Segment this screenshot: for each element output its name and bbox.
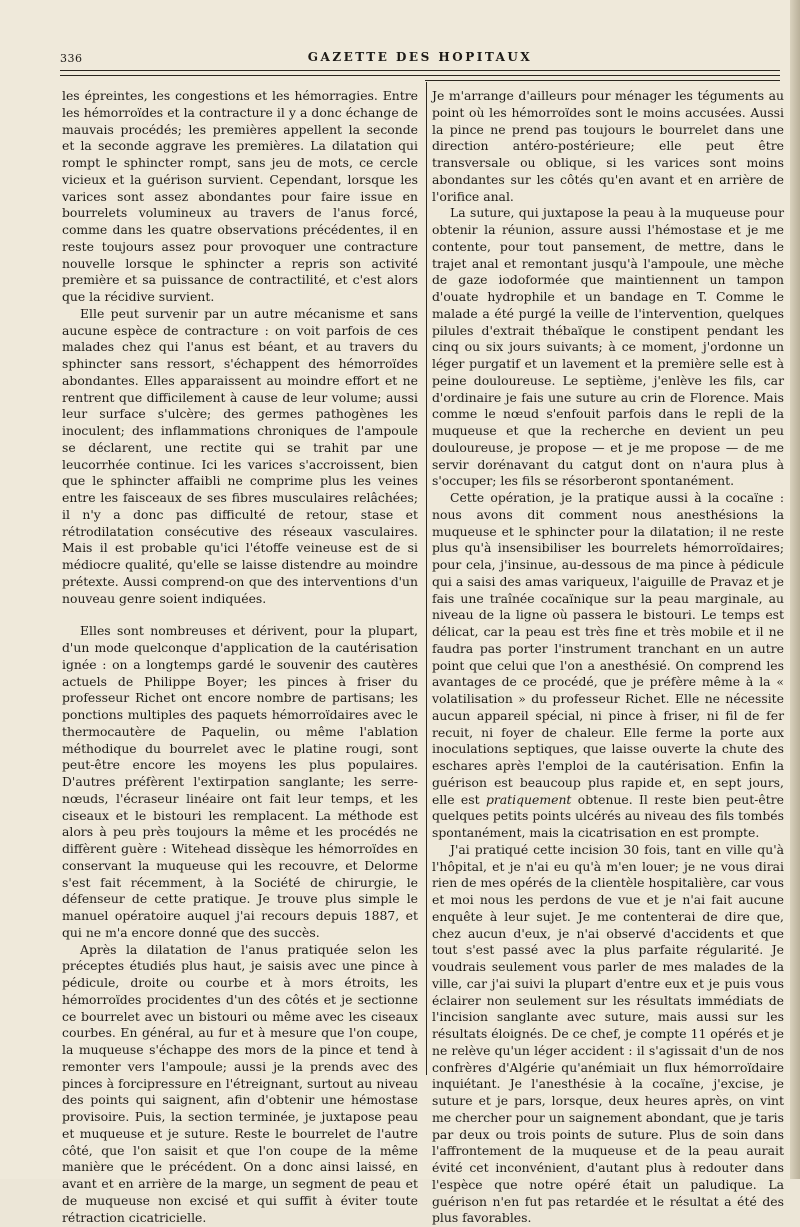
header-rule-bottom	[60, 75, 780, 76]
paragraph: Elles sont nombreuses et dérivent, pour la plupart, d'un mode quelconque d'application de la cautérisation ignée : on a longtemps gardé le souvenir des cautères actuels de Philippe Boyer; les pinces à friser du professeur Richet ont encore nombre de partisans; les ponctions multiples des paquets hémorroïdaires avec le thermocautère de Paquelin, ou même l'ablation méthodique du bourrelet avec le platine rougi, sont peut-être encore les moyens les plus populaires. D'autres préfèrent l'extirpation sanglante; les serre-nœuds, l'écraseur linéaire ont fait leur temps, et les ciseaux et le bistouri les remplacent. La méthode est alors à peu près toujours la même et les procédés ne diffèrent guère : Witehead dissèque les hémorroïdes en conservant la muqueuse qui les recouvre, et Delorme s'est fait récemment, à la Société de chirurgie, le défenseur de cette pratique. Je trouve plus simple le manuel opératoire auquel j'ai recours depuis 1887, et qui ne m'a encore donné que des succès.	[62, 623, 418, 940]
paragraph	[432, 490, 784, 842]
page-header	[60, 50, 780, 72]
paragraph: Après la dilatation de l'anus pratiquée selon les préceptes étudiés plus haut, je saisis avec une pince à pédicule, droite ou courbe et à mors étroits, les hémorroïdes procidentes d'un des côtés et je sectionne ce bourrelet avec un bistouri ou même avec les ciseaux courbes. En général, au fur et à mesure que l'on coupe, la muqueuse s'échappe des mors de la pince et tend à remonter vers l'ampoule; aussi je la prends avec des pinces à forcipressure en l'étreignant, surtout au niveau des points qui saignent, afin d'obtenir une hémostase provisoire. Puis, la section terminée, je juxtapose peau et muqueuse et je suture. Reste le bourrelet de l'autre côté, que l'on saisit et que l'on coupe de la même manière que le précédent. On a donc ainsi laissé, en avant et en arrière de la marge, un segment de peau et de muqueuse non excisé et qui suffit à éviter toute rétraction cicatricielle.	[62, 941, 418, 1225]
italic-word: pratiquement	[485, 791, 572, 807]
right-column	[432, 88, 784, 1227]
paragraph: Elle peut survenir par un autre mécanisme et sans aucune espèce de contracture : on voit parfois de ces malades chez qui l'anus est béant, et au travers du sphincter sans ressort, s'échappent des hémorroïdes abondantes. Elles apparaissent au moindre effort et ne rentrent que difficilement à cause de leur volume; aussi leur surface s'ulcère; des germes pathogènes les inoculent; des inflammations chroniques de l'ampoule se déclarent, une rectite qui se trahit par une leucorrhée continue. Ici les varices s'accroissent, bien que le sphincter affaibli ne comprime plus les veines entre les faisceaux de ses fibres musculaires relâchées; il n'y a donc pas difficulté de retour, stase et rétrodilatation consécutive des réseaux vasculaires. Mais il est probable qu'ici l'étoffe veineuse est de si médiocre qualité, qu'elle se laisse distendre au moindre prétexte. Aussi comprend-on que des interventions d'un nouveau genre soient indiquées.	[62, 305, 418, 606]
paragraph: Je m'arrange d'ailleurs pour ménager les téguments au point où les hémorroïdes sont le moins accusées. Aussi la pince ne prend pas toujours le bourrelet dans une direction antéro-postérieure; elle peut être transversale ou oblique, si les varices sont moins abondantes sur les côtés qu'en avant et en arrière de l'orifice anal.	[432, 88, 784, 204]
right-column-rule	[425, 80, 780, 81]
paragraph-text: Cette opération, je la pratique aussi à la cocaïne : nous avons dit comment nous anesthésions la muqueuse et le sphincter pour la dilatation; il ne reste plus qu'à insensibiliser les bourrelets hémorroïdaires; pour cela, j'insinue, au-dessous de ma pince à pédicule qui a saisi des amas variqueux, l'aiguille de Pravaz et je fais une traînée cocaïnique sur la peau marginale, au niveau de la ligne où passera le bistouri. Le temps est délicat, car la peau est très fine et très mobile et il ne faudra pas porter l'instrument tranchant en un autre point que celui que l'on a anesthésié. On comprend les avantages de ce procédé, que je préfère même à la « volatilisation » du professeur Richet. Elle ne nécessite aucun appareil spécial, ni pince à friser, ni fil de fer recuit, ni foyer de chaleur. Elle ferme la porte aux inoculations septiques, que laisse ouverte la chute des eschares après l'emploi de la cautérisation. Enfin la guérison est beaucoup plus rapide et, en sept jours, elle est	[432, 490, 784, 807]
left-column	[62, 88, 418, 1226]
page-edge	[790, 0, 800, 1179]
paragraph: J'ai pratiqué cette incision 30 fois, tant en ville qu'à l'hôpital, et je n'ai eu qu'à m'en louer; je ne vous dirai rien de mes opérés de la clientèle hospitalière, car vous et moi nous les perdons de vue et je n'ai fait aucune enquête à leur sujet. Je me contenterai de dire que, chez aucun d'eux, je n'ai observé d'accidents et que tout s'est passé avec la plus parfaite régularité. Je voudrais seulement vous parler de mes malades de la ville, car j'ai suivi la plupart d'entre eux et je puis vous éclairer non seulement sur les résultats immédiats de l'incision sanglante avec suture, mais aussi sur les résultats éloignés. De ce chef, je compte 11 opérés et je ne relève qu'un léger accident : il s'agissait d'un de nos confrères d'Algérie qu'anémiait un flux hémorroïdaire inquiétant. Je l'anesthésie à la cocaïne, j'excise, je suture et je pars, lorsque, deux heures après, on vint me chercher pour un saignement abondant, que je taris par deux ou trois points de suture. Plus de soin dans l'affrontement de la muqueuse et de la peau aurait évité cet inconvénient, d'autant plus à redouter dans l'espèce que notre opéré était un paludique. La guérison n'en fut pas retardée et le résultat a été des plus favorables.	[432, 841, 784, 1226]
header-rule-top	[60, 70, 780, 71]
page-number: 336	[60, 52, 83, 65]
column-divider	[426, 82, 427, 1075]
running-title: GAZETTE DES HOPITAUX	[307, 50, 533, 64]
paragraph-text: obtenue. Il reste bien peut-être quelques petits points ulcérés au niveau des fils tombés spontanément, mais la cicatrisation en est prompte.	[432, 791, 784, 840]
paragraph: les épreintes, les congestions et les hémorragies. Entre les hémorroïdes et la contracture il y a donc échange de mauvais procédés; les premières appellent la seconde et la seconde aggrave les premières. La dilatation qui rompt le sphincter rompt, sans jeu de mots, ce cercle vicieux et la guérison survient. Cependant, lorsque les varices sont assez abondantes pour faire issue en bourrelets volumineux au travers de l'anus forcé, comme dans les quatre observations précédentes, il en reste toujours assez pour provoquer une contracture nouvelle lorsque le sphincter a repris son activité première et sa puissance de contractilité, et c'est alors que la récidive survient.	[62, 88, 418, 304]
paragraph: La suture, qui juxtapose la peau à la muqueuse pour obtenir la réunion, assure aussi l'hémostase et je me contente, pour tout pansement, de mettre, dans le trajet anal et remontant jusqu'à l'ampoule, une mèche de gaze iodoformée que maintiennent un tampon d'ouate hydrophile et un bandage en T. Comme le malade a été purgé la veille de l'intervention, quelques pilules d'extrait thébaïque le constipent pendant les cinq ou six jours suivants; à ce moment, j'ordonne un léger purgatif et un lavement et la première selle est à peine douloureuse. Le septième, j'enlève les fils, car d'ordinaire je fais une suture au crin de Florence. Mais comme le nœud s'enfouit parfois dans le repli de la muqueuse et que la recherche en devient un peu douloureuse, je propose — et je me propose — de me servir dorénavant du catgut dont on n'aura plus à s'occuper; les fils se résorberont spontanément.	[432, 205, 784, 489]
